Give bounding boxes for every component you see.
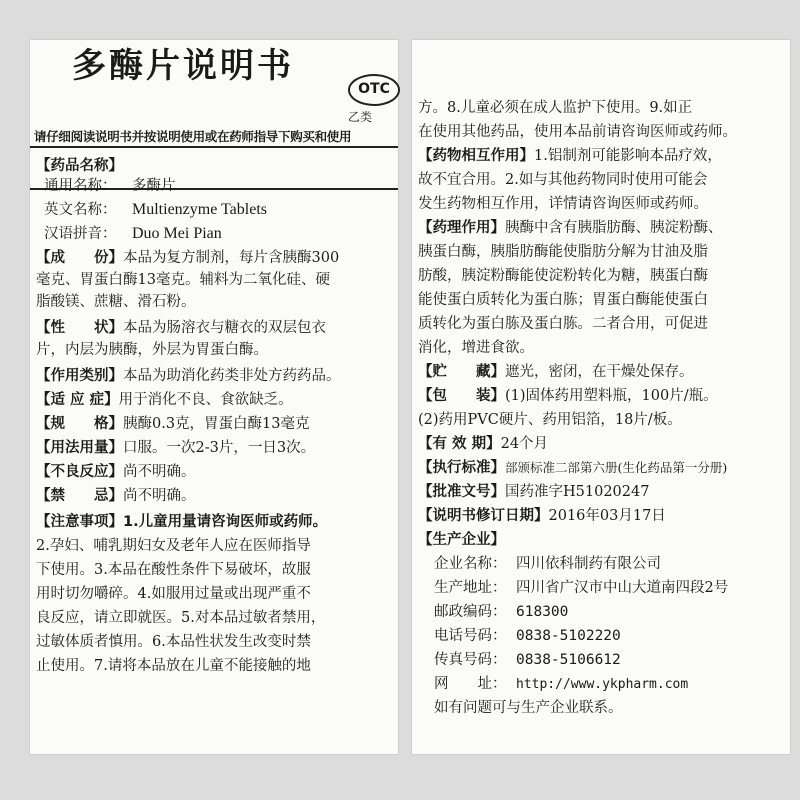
caution-continued: 在使用其他药品，使用本品前请咨询医师或药师。 [418,124,737,140]
section-spec-header: 【规 格】 [36,416,123,432]
caution-text: 止使用。7.请将本品放在儿童不能接触的地 [36,658,311,674]
caution-text: 2.孕妇、哺乳期妇女及老年人应在医师指导 [36,538,311,554]
pharmacology-text: 质转化为蛋白胨及蛋白胨。二者合用，可促进 [418,316,708,332]
usage-notice: 请仔细阅读说明书并按说明使用或在药师指导下购买和使用 [34,129,352,144]
phone-value: 0838-5102220 [516,628,621,644]
interaction-text: 故不宜合用。2.如与其他药物同时使用可能会 [418,172,708,188]
revision-text: 2016年03月17日 [548,508,666,524]
divider [30,146,398,148]
validity-text: 24个月 [500,436,549,452]
phone-label: 电话号码： [434,628,507,644]
contraindication-text: 尚不明确。 [123,488,196,504]
section-composition-header: 【成 份】 [36,250,123,266]
section-usage-header: 【用法用量】 [36,440,123,456]
pinyin-label: 汉语拼音： [44,226,117,242]
usage-text: 口服。一次2-3片，一日3次。 [123,440,316,456]
caution-text: 1.儿童用量请咨询医师或药师。 [123,514,328,530]
section-approval-header: 【批准文号】 [418,484,505,500]
approval-text: 国药准字H51020247 [505,484,650,500]
company-value: 四川依科制药有限公司 [516,556,661,572]
pharmacology-text: 肪酸，胰淀粉酶能使淀粉转化为糖，胰蛋白酶 [418,268,708,284]
composition-text: 脂酸镁、蔗糖、滑石粉。 [36,294,196,310]
pinyin-value: Duo Mei Pian [132,225,222,242]
pharmacology-text: 能使蛋白质转化为蛋白胨；胃蛋白酶能使蛋白 [418,292,708,308]
section-caution-header: 【注意事项】 [36,514,123,530]
section-adverse-header: 【不良反应】 [36,464,123,480]
caution-text: 过敏体质者慎用。6.本品性状发生改变时禁 [36,634,311,650]
category-text: 本品为助消化药类非处方药药品。 [123,368,341,384]
english-name-label: 英文名称： [44,202,117,218]
postcode-label: 邮政编码： [434,604,507,620]
section-pharmacology-header: 【药理作用】 [418,220,505,236]
address-value: 四川省广汉市中山大道南四段2号 [516,580,729,596]
storage-text: 遮光，密闭，在干燥处保存。 [505,364,694,380]
section-contraindication-header: 【禁 忌】 [36,488,123,504]
adverse-text: 尚不明确。 [123,464,196,480]
caution-text: 良反应，请立即就医。5.对本品过敏者禁用， [36,610,326,626]
section-interaction-header: 【药物相互作用】 [418,148,534,164]
generic-name-value: 多酶片 [132,178,176,194]
caution-text: 下使用。3.本品在酸性条件下易破坏，故服 [36,562,311,578]
fax-label: 传真号码： [434,652,507,668]
section-category-header: 【作用类别】 [36,368,123,384]
right-panel [412,40,790,754]
section-package-header: 【包 装】 [418,388,505,404]
section-revision-header: 【说明书修订日期】 [418,508,549,524]
website-label: 网 址： [434,676,507,692]
contact-note: 如有问题可与生产企业联系。 [434,700,623,716]
pharmacology-text: 胰蛋白酶，胰脂肪酶能使脂肪分解为甘油及脂 [418,244,708,260]
section-storage-header: 【贮 藏】 [418,364,505,380]
pharmacology-text: 消化，增进食欲。 [418,340,534,356]
caution-continued: 方。8.儿童必须在成人监护下使用。9.如正 [418,100,693,116]
address-label: 生产地址： [434,580,507,596]
section-validity-header: 【有 效 期】 [418,436,501,452]
fax-value: 0838-5106612 [516,652,621,668]
company-label: 企业名称： [434,556,507,572]
interaction-text: 发生药物相互作用，详情请咨询医师或药师。 [418,196,708,212]
interaction-text: 1.铝制剂可能影响本品疗效， [534,148,722,164]
website-value: http://www.ykpharm.com [516,677,689,692]
package-text: (1)固体药用塑料瓶，100片/瓶。 [505,388,718,404]
composition-text: 毫克、胃蛋白酶13毫克。辅料为二氧化硅、硬 [36,272,330,288]
section-standard-header: 【执行标准】 [418,460,505,476]
section-drug-name-header: 【药品名称】 [36,158,123,174]
indication-text: 用于消化不良、食欲缺乏。 [118,392,293,408]
character-text: 本品为肠溶衣与糖衣的双层包衣 [123,320,326,336]
postcode-value: 618300 [516,604,569,620]
pharmacology-text: 胰酶中含有胰脂肪酶、胰淀粉酶、 [505,220,723,236]
otc-badge: OTC [348,74,400,106]
section-character-header: 【性 状】 [36,320,123,336]
section-indication-header: 【适 应 症】 [36,392,119,408]
character-text: 片，内层为胰酶，外层为胃蛋白酶。 [36,342,268,358]
left-panel [30,40,398,754]
standard-text: 部颁标准二部第六册(生化药品第一分册) [505,460,728,475]
section-manufacturer-header: 【生产企业】 [418,532,505,548]
page-title: 多酶片说明书 [72,46,294,86]
spec-text: 胰酶0.3克，胃蛋白酶13毫克 [123,416,310,432]
otc-class-label: 乙类 [348,110,373,124]
package-text: (2)药用PVC硬片、药用铝箔，18片/板。 [418,412,682,428]
title-block [72,38,402,97]
generic-name-label: 通用名称： [44,178,117,194]
composition-text: 本品为复方制剂，每片含胰酶300 [123,250,340,266]
english-name-value: Multienzyme Tablets [132,201,267,218]
caution-text: 用时切勿嚼碎。4.如服用过量或出现严重不 [36,586,311,602]
